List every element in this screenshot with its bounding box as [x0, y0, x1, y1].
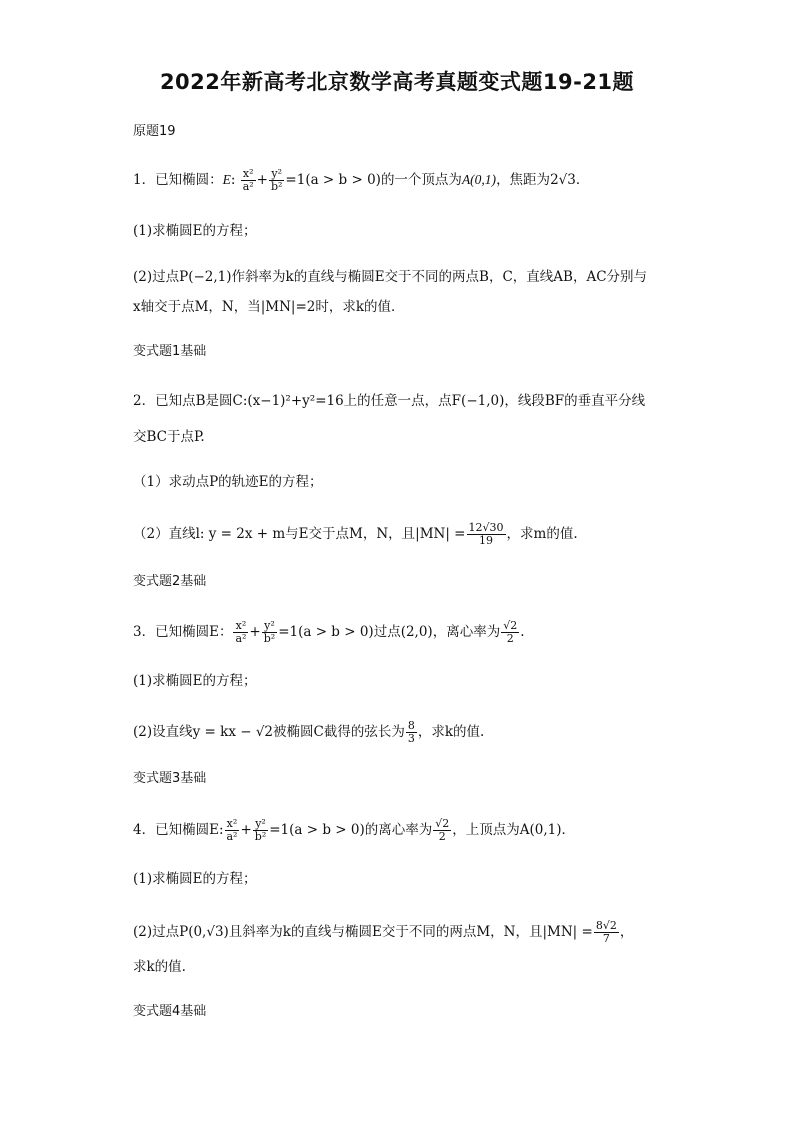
section-variant-3: 变式题3基础: [133, 771, 207, 786]
q3-statement: 3．已知椭圆E： $\frac{\text{x²}}{\text{a²}}$ + $\frac{\text{y²}}{\text{b²}}$ =1(a > b > 0)过点(2,0)，离心率为 $\frac{√2}{2}$ .: [133, 619, 525, 645]
section-variant-4: 变式题4基础: [133, 1004, 207, 1019]
q4-statement: 4．已知椭圆E: $\frac{\text{x²}}{\text{a²}}$ + $\frac{\text{y²}}{\text{b²}}$ =1(a > b > 0)的离心率为 $\frac{√2}{2}$ ，上顶点为A(0,1)．: [133, 817, 576, 843]
q4-part1: (1)求椭圆E的方程；: [133, 871, 257, 887]
q1-part1: (1)求椭圆E的方程；: [133, 223, 257, 239]
fraction: $\frac{√2}{2}$: [503, 619, 518, 645]
q3-part2: (2)设直线y = kx − √2被椭圆C截得的弦长为 $\frac{8}{3}$ ，求k的值.: [133, 719, 485, 745]
page-title: 2022年新高考北京数学高考真题变式题19-21题: [159, 70, 635, 94]
section-original: 原题19: [133, 124, 176, 139]
fraction: $\frac{\text{y²}}{\text{b²}}$: [270, 167, 283, 193]
q3-part1: (1)求椭圆E的方程；: [133, 673, 257, 689]
q2-statement-line2: 交BC于点P.: [133, 429, 205, 445]
fraction: $\frac{\text{y²}}{\text{b²}}$: [254, 817, 267, 843]
section-variant-1: 变式题1基础: [133, 344, 207, 359]
fraction: $\frac{\text{x²}}{\text{a²}}$: [242, 167, 254, 193]
fraction: $\frac{√2}{2}$: [435, 817, 450, 843]
fraction: $\frac{12√30}{19}$: [468, 521, 504, 547]
q1-part2-line1: (2)过点P(−2,1)作斜率为k的直线与椭圆E交于不同的两点B，C，直线AB，AC分别与: [133, 269, 648, 285]
fraction: $\frac{8}{3}$: [407, 719, 415, 745]
q2-part2: （2）直线l: y = 2x + m与E交于点M，N，且|MN| = $\frac{12√30}{19}$ ，求m的值.: [133, 521, 578, 547]
section-variant-2: 变式题2基础: [133, 574, 207, 589]
q2-statement-line1: 2．已知点B是圆C:(x−1)²+y²=16上的任意一点，点F(−1,0)，线段BF的垂直平分线: [133, 393, 646, 409]
fraction: $\frac{\text{x²}}{\text{a²}}$: [226, 817, 238, 843]
fraction: $\frac{\text{y²}}{\text{b²}}$: [263, 619, 276, 645]
q1-statement: 1．已知椭圆：E: $\frac{\text{x²}}{\text{a²}}$ + $\frac{\text{y²}}{\text{b²}}$ =1(a > b > 0)的一个顶点为A(0,1)，焦距为2√3．: [133, 167, 590, 193]
q2-part1: （1）求动点P的轨迹E的方程；: [133, 474, 323, 490]
q4-part2-line2: 求k的值.: [133, 959, 186, 975]
q1-part2-line2: x轴交于点M，N，当|MN|=2时，求k的值．: [133, 299, 405, 315]
q4-part2-line1: (2)过点P(0,√3)且斜率为k的直线与椭圆E交于不同的两点M，N，且|MN| = $\frac{8√2}{7}$ ，: [133, 919, 634, 945]
fraction: $\frac{\text{x²}}{\text{a²}}$: [235, 619, 247, 645]
fraction: $\frac{8√2}{7}$: [595, 919, 617, 945]
